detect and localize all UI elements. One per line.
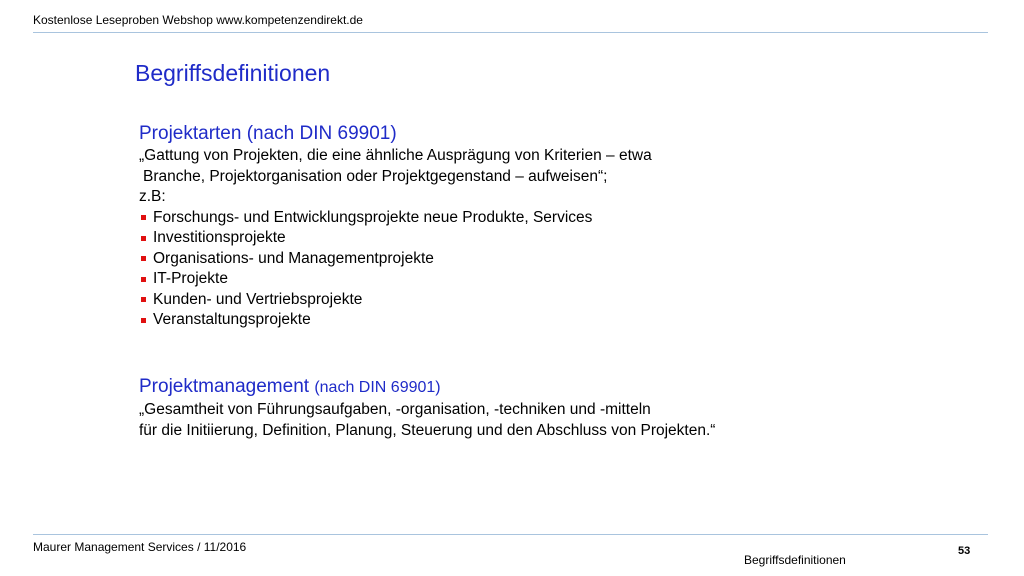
section-projektarten [139,122,652,331]
list-item-label: Organisations- und Managementprojekte [153,249,434,267]
bullet-icon [141,277,146,282]
bullet-icon [141,297,146,302]
bullet-icon [141,256,146,261]
example-label: z.B: [139,188,166,205]
section-heading-suffix: (nach DIN 69901) [314,379,441,396]
section-projektmanagement [139,375,715,441]
list-item-label: Veranstaltungsprojekte [153,311,311,328]
header-text: Kostenlose Leseproben Webshop www.kompetenzendirekt.de [33,13,363,27]
definition-line: „Gesamtheit von Führungsaufgaben, -organisation, -techniken und -mitteln [139,401,651,418]
section-heading-main: Projektmanagement [139,376,310,397]
list-item-label: Forschungs- und Entwicklungsprojekte neue Produkte, Services [153,208,593,226]
bullet-icon [141,318,146,323]
list-item-label: Kunden- und Vertriebsprojekte [153,290,363,308]
bullet-icon [141,215,146,220]
section-heading: Projektarten (nach DIN 69901) [139,123,397,144]
list-item [139,249,652,270]
section-heading [139,375,715,400]
page-number: 53 [958,545,971,557]
definition-line: Branche, Projektorganisation oder Projektgegenstand – aufweisen“; [143,167,608,185]
list-item [139,310,652,331]
list-item [139,290,652,311]
definition-line: für die Initiierung, Definition, Planung, Steuerung und den Abschluss von Projekten.“ [139,421,716,439]
slide-title: Begriffsdefinitionen [135,60,331,86]
definition-line: „Gattung von Projekten, die eine ähnliche Ausprägung von Kriterien – etwa [139,147,652,164]
list-item [139,208,652,229]
project-type-list [139,208,652,331]
header-divider [33,32,988,33]
footer-section-title: Begriffsdefinitionen [744,553,846,567]
list-item [139,269,652,290]
bullet-icon [141,236,146,241]
footer-author: Maurer Management Services / 11/2016 [33,540,247,554]
list-item [139,228,652,249]
footer-divider [33,534,988,535]
list-item-label: Investitionsprojekte [153,229,286,246]
list-item-label: IT-Projekte [153,270,228,287]
